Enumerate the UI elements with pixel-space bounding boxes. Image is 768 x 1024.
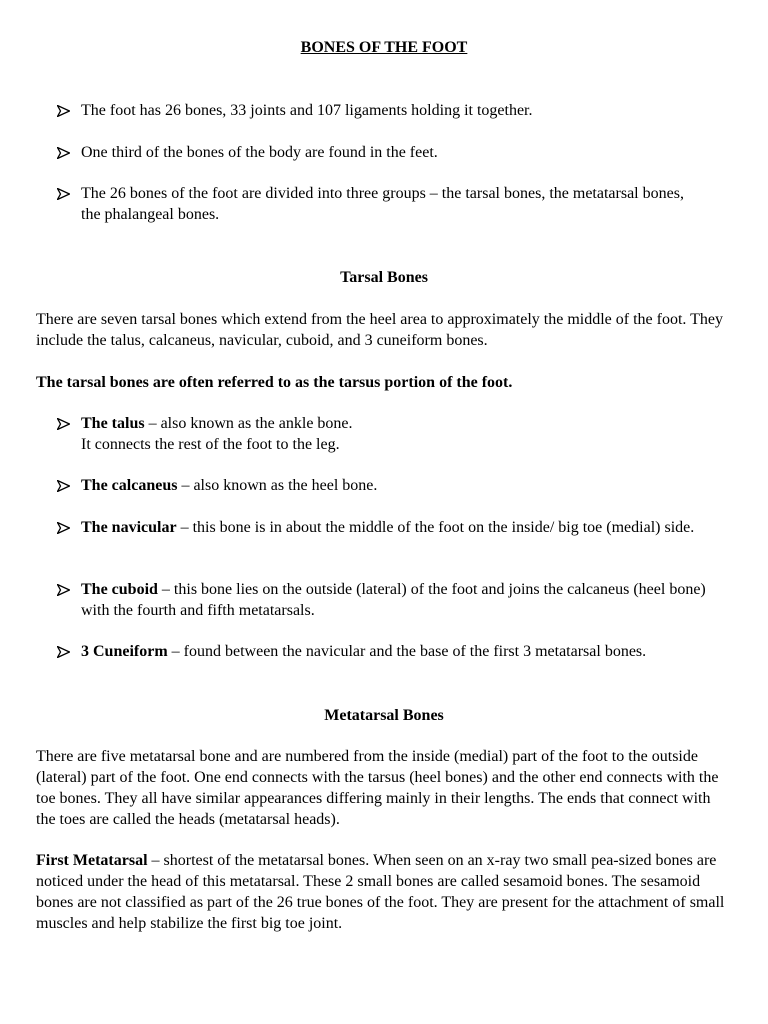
bullet-text — [81, 475, 741, 496]
page-title: BONES OF THE FOOT — [300, 39, 468, 56]
bullet-term: The cuboid — [81, 581, 158, 598]
metatarsal-paragraph: There are five metatarsal bone and are numbered from the inside (medial) part of the foot to the outside (lateral) part of the foot. One end connects with the tarsus (heel bones) and the other end connects with the toe bones. They all have similar appearances differing mainly in their lengths. The ends that connect with the toes are called the heads (metatarsal heads). — [36, 748, 719, 828]
bullet-text — [81, 579, 729, 621]
arrowhead-bullet-icon — [57, 475, 71, 496]
bullet-text: The foot has 26 bones, 33 joints and 107 ligaments holding it together. — [81, 102, 533, 119]
arrowhead-bullet-icon — [57, 517, 71, 538]
bullet-desc-line2: It connects the rest of the foot to the leg. — [81, 436, 340, 453]
tarsal-bold-note: The tarsal bones are often referred to as the tarsus portion of the foot. — [36, 374, 513, 391]
arrowhead-bullet-icon — [57, 142, 71, 163]
bullet-term: The navicular — [81, 519, 177, 536]
bullet-term: The talus — [81, 415, 145, 432]
bullet-text: One third of the bones of the body are found in the feet. — [81, 144, 438, 161]
bullet-text: The 26 bones of the foot are divided into three groups – the tarsal bones, the metatarsal bones, the phalangeal bones. — [81, 185, 684, 223]
bullet-desc: – found between the navicular and the base of the first 3 metatarsal bones. — [167, 643, 647, 660]
tarsal-paragraph: There are seven tarsal bones which extend from the heel area to approximately the middle of the foot. They include the talus, calcaneus, navicular, cuboid, and 3 cuneiform bones. — [36, 311, 723, 349]
bullet-term: The calcaneus — [81, 477, 178, 494]
bullet-desc: – this bone lies on the outside (lateral) of the foot and joins the calcaneus (heel bone) with the fourth and fifth metatarsals. — [81, 581, 706, 619]
bullet-text — [81, 413, 741, 455]
arrowhead-bullet-icon — [57, 413, 71, 434]
arrowhead-bullet-icon — [57, 183, 71, 204]
bullet-desc: – this bone is in about the middle of the foot on the inside/ big toe (medial) side. — [176, 519, 695, 536]
first-metatarsal-paragraph — [36, 850, 726, 934]
first-metatarsal-desc: – shortest of the metatarsal bones. When seen on an x-ray two small pea-sized bones are noticed under the head of this metatarsal. These 2 small bones are called sesamoid bones. The sesamoid bones are not classified as part of the 26 true bones of the foot. They are present for the attachment of small muscles and help stabilize the first big toe joint. — [36, 852, 725, 932]
bullet-desc: – also known as the heel bone. — [177, 477, 378, 494]
section-heading-metatarsal: Metatarsal Bones — [324, 707, 444, 724]
bullet-text — [81, 517, 721, 538]
arrowhead-bullet-icon — [57, 579, 71, 600]
arrowhead-bullet-icon — [57, 100, 71, 121]
arrowhead-bullet-icon — [57, 641, 71, 662]
first-metatarsal-term: First Metatarsal — [36, 852, 148, 869]
bullet-desc: – also known as the ankle bone. — [144, 415, 353, 432]
section-heading-tarsal: Tarsal Bones — [340, 269, 428, 286]
bullet-text — [81, 641, 741, 662]
bullet-term: 3 Cuneiform — [81, 643, 168, 660]
